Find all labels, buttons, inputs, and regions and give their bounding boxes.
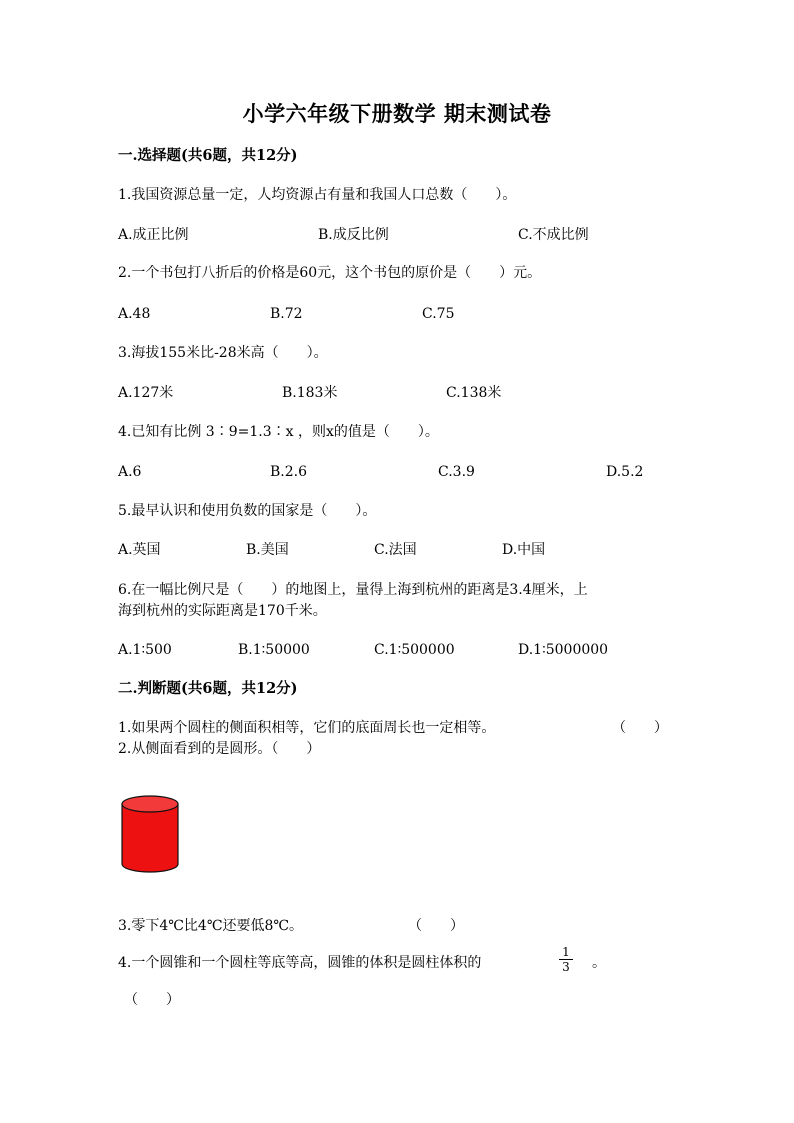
judgement-3-text: 3.零下4℃比4℃还要低8℃。 xyxy=(118,918,304,934)
question-4-option-c: C.3.9 xyxy=(438,464,475,480)
question-2-option-b: B.72 xyxy=(270,306,303,322)
question-5-option-a: A.英国 xyxy=(118,542,161,558)
judgement-1-text: 1.如果两个圆柱的侧面积相等，它们的底面周长也一定相等。 xyxy=(118,720,496,736)
question-2-option-c: C.75 xyxy=(422,306,455,322)
red-cylinder-figure xyxy=(118,792,182,876)
question-2-stem: 2.一个书包打八折后的价格是60元，这个书包的原价是（ ）元。 xyxy=(118,265,542,281)
judgement-4-blank: （ ） xyxy=(124,992,180,1008)
question-1-option-a: A.成正比例 xyxy=(118,227,189,243)
question-4-option-d: D.5.2 xyxy=(606,464,644,480)
question-5-option-b: B.美国 xyxy=(246,542,289,558)
question-3-stem: 3.海拔155米比-28米高（ ）。 xyxy=(118,345,328,361)
fraction-numerator: 1 xyxy=(562,945,570,959)
question-4-option-b: B.2.6 xyxy=(270,464,308,480)
page-title: 小学六年级下册数学 期末测试卷 xyxy=(242,101,552,126)
question-6-stem-line1: 6.在一幅比例尺是（ ）的地图上，量得上海到杭州的距离是3.4厘米，上 xyxy=(118,582,588,598)
question-5-option-d: D.中国 xyxy=(502,542,546,558)
cylinder-top xyxy=(122,796,178,812)
question-3-option-a: A.127米 xyxy=(118,385,174,401)
question-6-option-a: A.1∶500 xyxy=(118,642,172,658)
section-heading-judgement: 二.判断题(共6题，共12分) xyxy=(118,680,298,697)
judgement-2-text: 2.从侧面看到的是圆形。（ ） xyxy=(118,741,321,757)
judgement-4-text: 4.一个圆锥和一个圆柱等底等高，圆锥的体积是圆柱体积的 xyxy=(118,955,482,971)
question-5-option-c: C.法国 xyxy=(374,542,417,558)
question-6-option-d: D.1∶5000000 xyxy=(518,642,609,658)
judgement-4-tail: 。 xyxy=(592,955,606,971)
question-2-option-a: A.48 xyxy=(118,306,151,322)
judgement-1-blank: （ ） xyxy=(612,720,668,736)
cylinder-body xyxy=(122,804,178,872)
fraction-one-third xyxy=(559,946,573,973)
question-1-stem: 1.我国资源总量一定，人均资源占有量和我国人口总数（ ）。 xyxy=(118,187,517,203)
question-4-stem: 4.已知有比例 3∶9=1.3∶x ，则x的值是（ ）。 xyxy=(118,424,439,440)
question-6-stem-line2: 海到杭州的实际距离是170千米。 xyxy=(118,603,327,619)
question-6-option-c: C.1∶500000 xyxy=(374,642,455,658)
question-3-option-c: C.138米 xyxy=(446,385,502,401)
question-1-option-b: B.成反比例 xyxy=(318,227,389,243)
question-3-option-b: B.183米 xyxy=(282,385,338,401)
question-5-stem: 5.最早认识和使用负数的国家是（ ）。 xyxy=(118,503,377,519)
fraction-denominator: 3 xyxy=(562,960,570,974)
question-4-option-a: A.6 xyxy=(118,464,142,480)
judgement-3-blank: （ ） xyxy=(408,918,464,934)
section-heading-choice: 一.选择题(共6题，共12分) xyxy=(118,147,298,164)
question-1-option-c: C.不成比例 xyxy=(518,227,589,243)
question-6-option-b: B.1∶50000 xyxy=(238,642,310,658)
